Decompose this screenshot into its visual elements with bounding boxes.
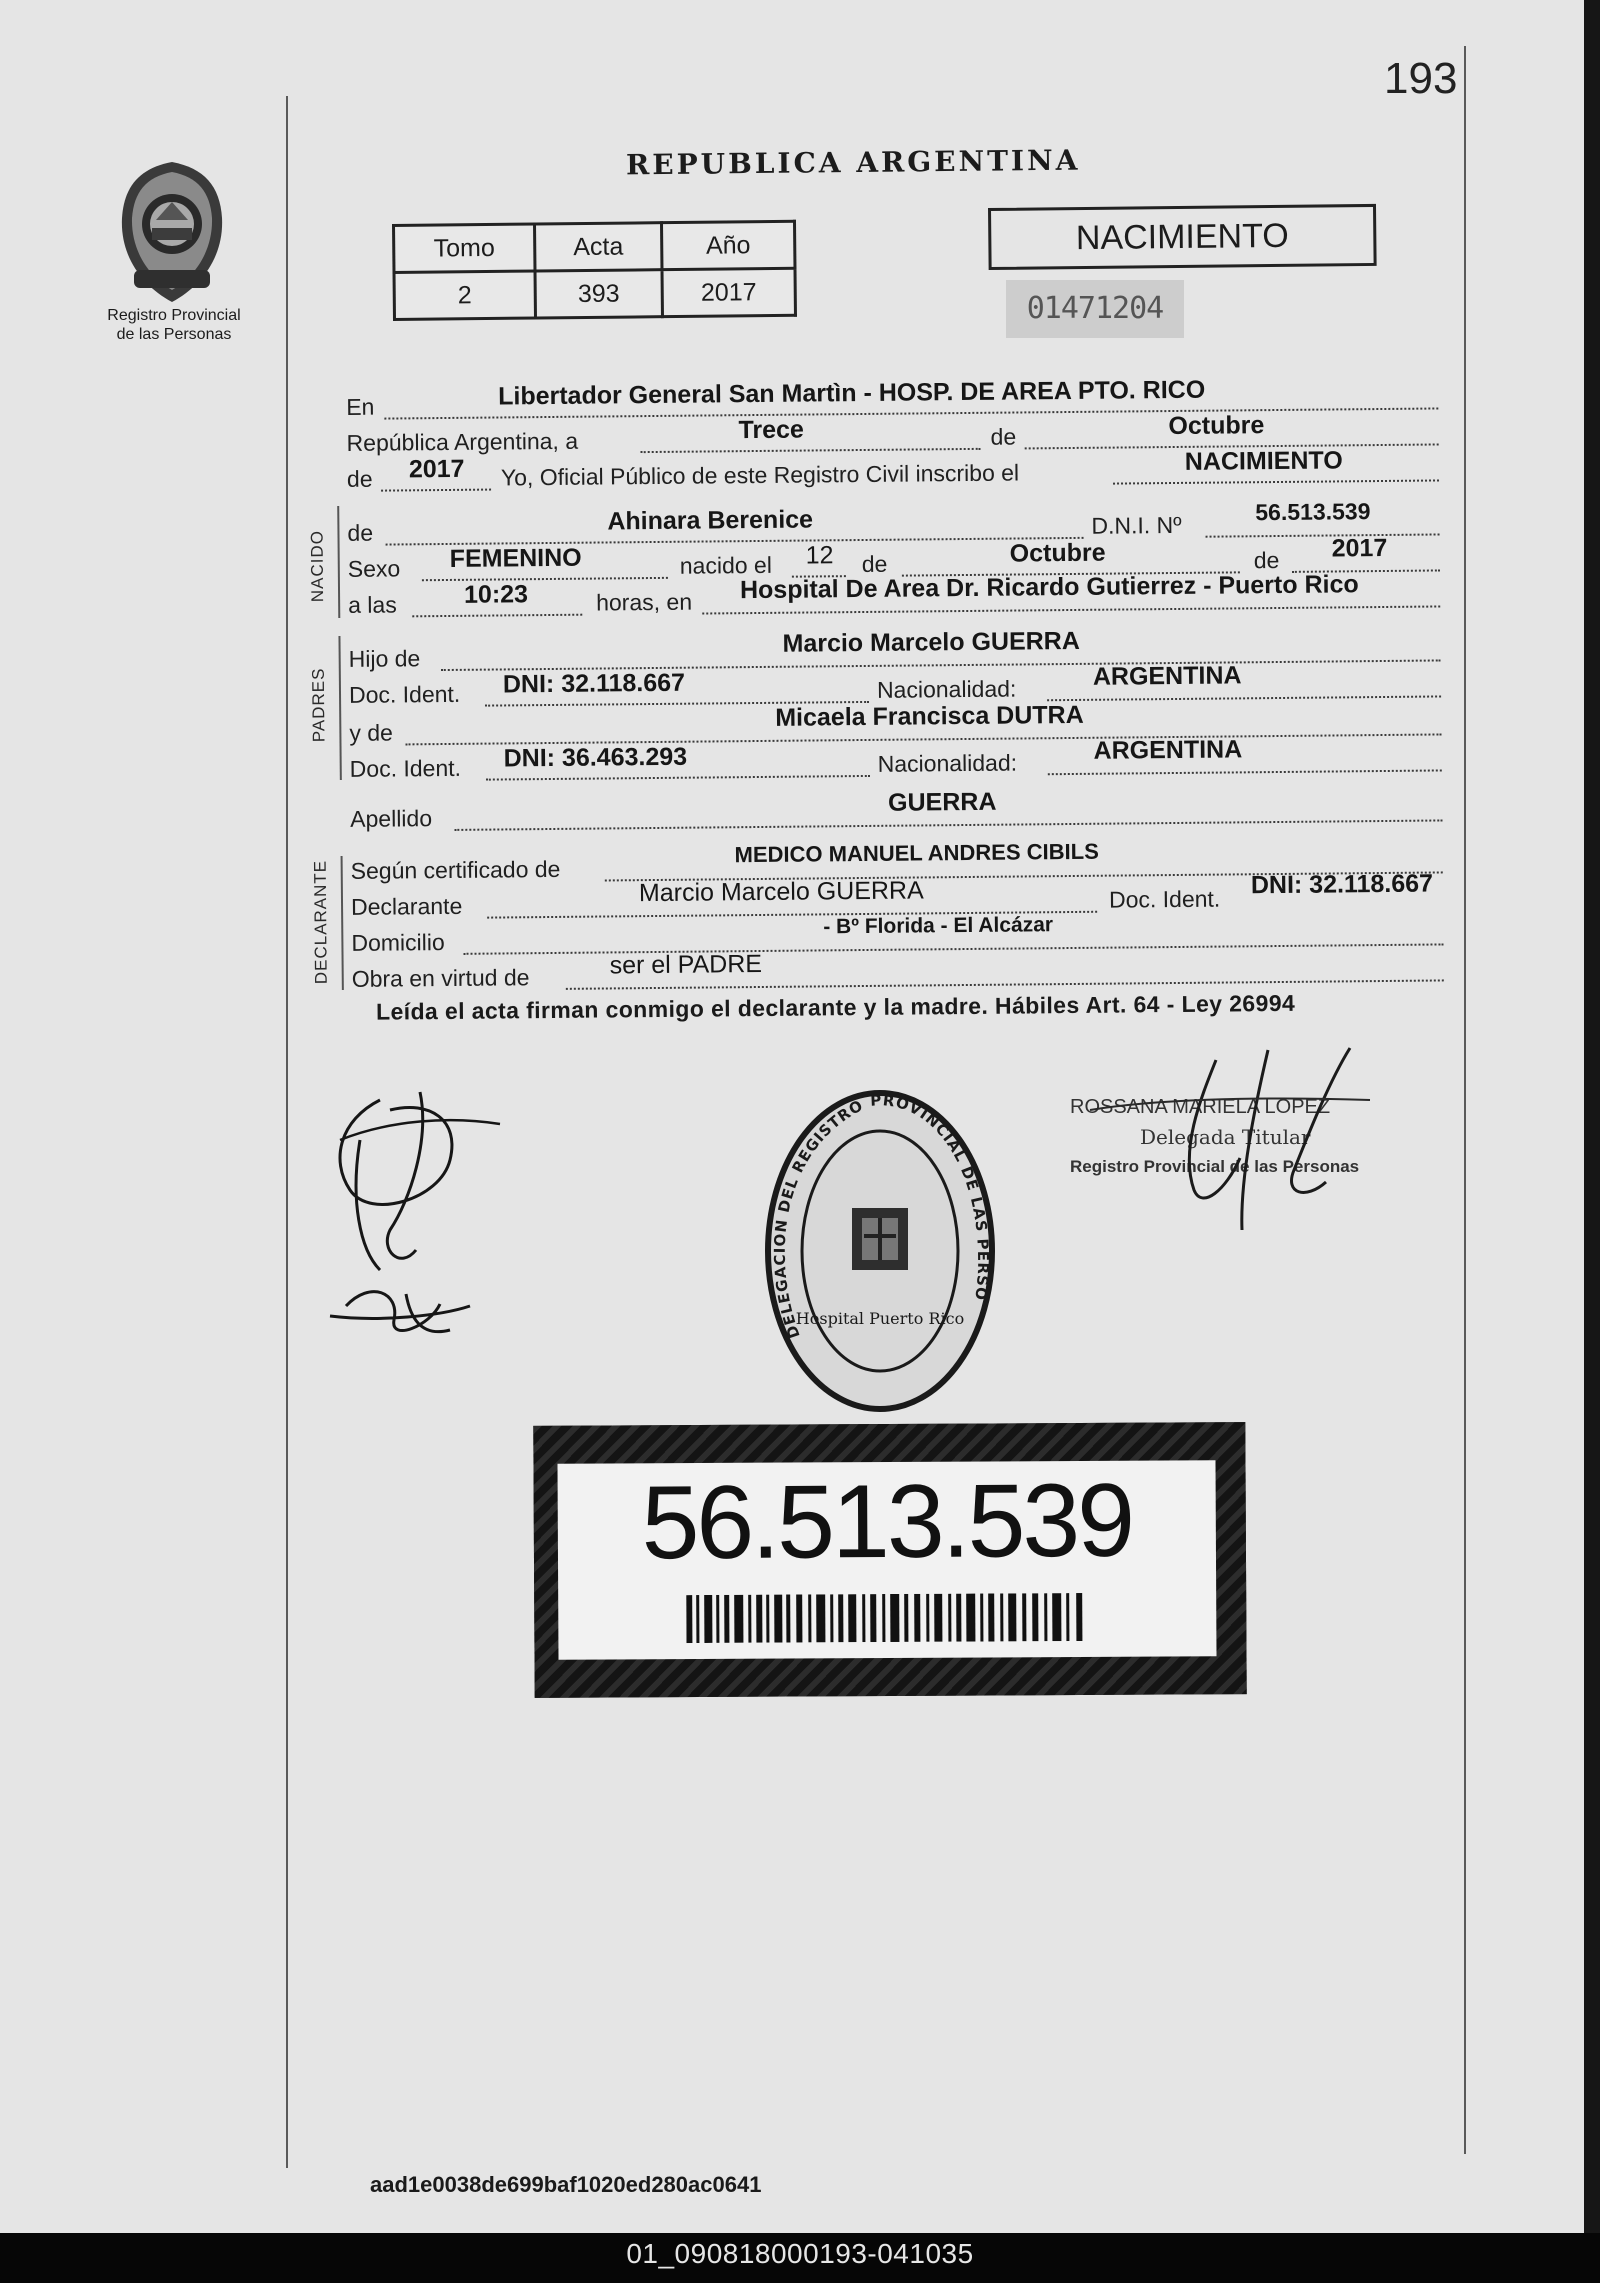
certificado-label: Según certificado de <box>350 855 561 884</box>
ref-header-tomo: Tomo <box>394 224 535 272</box>
page-number: 193 <box>1384 54 1458 103</box>
dotted-line <box>641 448 981 453</box>
dotted-line <box>1048 769 1442 775</box>
dotted-line <box>1206 533 1440 537</box>
declarante-doc: DNI: 32.118.667 <box>1250 869 1434 900</box>
birth-time: 10:23 <box>463 580 529 609</box>
domicilio-value: - Bº Florida - El Alcázar <box>823 913 1054 939</box>
official-seal <box>760 1086 1000 1416</box>
en-label: En <box>346 393 375 420</box>
declarante-value: Marcio Marcelo GUERRA <box>638 876 924 908</box>
a-las-label: a las <box>348 591 397 618</box>
child-dni: 56.513.539 <box>1255 498 1371 526</box>
official-signature <box>1030 1040 1410 1245</box>
inscribo-value: NACIMIENTO <box>1184 446 1343 476</box>
father-doc: DNI: 32.118.667 <box>502 668 686 699</box>
dotted-line <box>1047 695 1441 701</box>
mother-nationality: ARGENTINA <box>1093 735 1243 765</box>
birth-day: 12 <box>805 541 834 570</box>
document-title: REPUBLICA ARGENTINA <box>625 143 1081 182</box>
child-name: Ahinara Berenice <box>607 505 814 536</box>
dotted-line <box>702 605 1440 614</box>
sticker-id-number: 56.513.539 <box>641 1462 1133 1582</box>
birth-month: Octubre <box>1009 538 1106 568</box>
en-value: Libertador General San Martìn - HOSP. DE AREA PTO. RICO <box>498 375 1206 411</box>
scan-file-code: 01_090818000193-041035 <box>626 2238 974 2269</box>
logo-caption-line2: de las Personas <box>116 326 232 343</box>
de-label-2: de <box>861 550 888 577</box>
section-divider <box>341 856 344 990</box>
padres-section-label: PADRES <box>308 667 329 743</box>
sexo-value: FEMENINO <box>449 543 582 573</box>
domicilio-label: Domicilio <box>351 929 445 956</box>
month-value: Octubre <box>1168 411 1265 441</box>
sexo-label: Sexo <box>347 555 401 582</box>
day-value: Trece <box>738 415 804 445</box>
year-value: 2017 <box>408 454 465 484</box>
seal-inner-text: Hospital Puerto Rico <box>795 1309 965 1328</box>
dotted-line <box>381 489 491 492</box>
doc-ident-label-3: Doc. Ident. <box>1108 885 1221 913</box>
republica-label: República Argentina, a <box>346 427 579 456</box>
ref-header-acta: Acta <box>535 223 662 271</box>
official-name: ROSSANA MARIELA LOPEZ <box>1070 1096 1331 1118</box>
mother-name: Micaela Francisca DUTRA <box>775 700 1084 732</box>
apellido-value: GUERRA <box>887 787 997 817</box>
horas-label: horas, en <box>596 588 693 616</box>
official-role: Delegada Titular <box>1140 1125 1311 1149</box>
dotted-line <box>454 819 1442 830</box>
barcode-icon <box>686 1593 1086 1643</box>
declarante-label: Declarante <box>350 892 463 920</box>
mother-doc: DNI: 36.463.293 <box>503 742 688 773</box>
doc-ident-label: Doc. Ident. <box>348 680 461 708</box>
dotted-line <box>486 775 870 781</box>
y-de-label: y de <box>349 719 393 746</box>
closing-statement: Leída el acta firman conmigo el declarante y la madre. Hábiles Art. 64 - Ley 26994 <box>375 989 1296 1025</box>
declarante-section-label: DECLARANTE <box>310 859 331 985</box>
dotted-line <box>1113 479 1439 484</box>
ref-header-ano: Año <box>662 221 795 269</box>
id-sticker <box>533 1422 1246 1698</box>
declarant-signature <box>320 1080 520 1355</box>
ref-value-tomo: 2 <box>394 271 535 319</box>
certificado-value: MEDICO MANUEL ANDRES CIBILS <box>734 838 1099 868</box>
doc-ident-label-2: Doc. Ident. <box>349 754 462 782</box>
act-type-box: NACIMIENTO <box>988 204 1377 270</box>
obra-label: Obra en virtud de <box>351 964 530 992</box>
birth-place: Hospital De Area Dr. Ricardo Gutierrez - Puerto Rico <box>739 570 1359 605</box>
hijo-de-label: Hijo de <box>348 645 421 672</box>
birth-year: 2017 <box>1331 533 1388 563</box>
de-label: de <box>990 423 1017 450</box>
sticker-inner <box>557 1460 1216 1659</box>
serial-number: 01471204 <box>1006 280 1184 338</box>
dotted-line <box>422 577 668 581</box>
nacido-el-label: nacido el <box>679 551 772 579</box>
ref-value-acta: 393 <box>535 270 662 318</box>
seal-outer-text: DELEGACION DEL REGISTRO PROVINCIAL DE LAS PERSO <box>770 1091 993 1341</box>
apellido-label: Apellido <box>350 805 433 832</box>
year-prefix: de <box>346 465 373 492</box>
section-divider <box>337 506 340 618</box>
nacionalidad-label-2: Nacionalidad: <box>877 749 1018 777</box>
nacionalidad-label: Nacionalidad: <box>876 675 1017 703</box>
dni-label: D.N.I. Nº <box>1091 511 1182 539</box>
nacido-section-label: NACIDO <box>307 530 328 603</box>
section-divider <box>338 636 341 780</box>
father-nationality: ARGENTINA <box>1092 661 1242 691</box>
de-label-3: de <box>1253 546 1280 574</box>
logo-caption-line1: Registro Provincial <box>107 307 241 324</box>
document-hash: aad1e0038de699baf1020ed280ac0641 <box>370 2172 762 2197</box>
obra-value: ser el PADRE <box>609 949 763 980</box>
official-office: Registro Provincial de las Personas <box>1070 1157 1360 1176</box>
inscribo-label: Yo, Oficial Público de este Registro Civil inscribo el <box>500 459 1020 491</box>
ref-value-ano: 2017 <box>662 268 795 316</box>
father-name: Marcio Marcelo GUERRA <box>782 626 1080 658</box>
nacido-de-label: de <box>347 519 374 546</box>
dotted-line <box>412 614 582 618</box>
